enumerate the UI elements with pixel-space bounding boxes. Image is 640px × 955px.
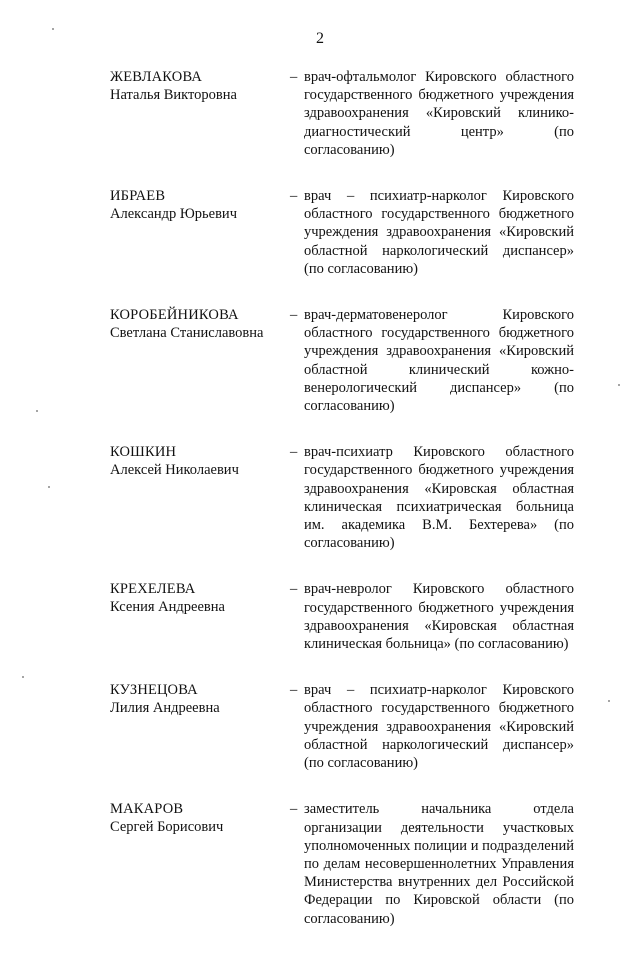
member-given-name: Алексей Николаевич xyxy=(110,462,239,479)
member-position: врач – психиатр-нарколог Кировского областного государственного бюджетного учреждения здравоохранения «Кировский областной наркологический диспансер» (по согласованию) xyxy=(304,188,574,277)
scan-speck xyxy=(618,384,620,386)
scan-speck xyxy=(22,676,24,678)
member-name xyxy=(110,681,290,772)
scan-speck xyxy=(36,410,38,412)
member-surname: КРЕХЕЛЕВА xyxy=(110,581,196,598)
member-name xyxy=(110,580,290,653)
scan-speck xyxy=(52,28,54,30)
member-surname: КОРОБЕЙНИКОВА xyxy=(110,307,239,324)
separator-dash: – xyxy=(290,444,298,461)
member-position: врач-психиатр Кировского областного государственного бюджетного учреждения здравоохранения «Кировская областная клиническая психиатрическая больница им. академика В.М. Бехтерева» (по согласованию) xyxy=(304,444,574,552)
member-name xyxy=(110,443,290,552)
separator-dash: – xyxy=(290,581,298,598)
member-surname: ЖЕВЛАКОВА xyxy=(110,69,203,85)
member-surname: КОШКИН xyxy=(110,444,177,461)
separator-dash: – xyxy=(290,69,298,85)
member-given-name: Наталья Викторовна xyxy=(110,87,237,103)
member-position: врач-офтальмолог Кировского областного государственного бюджетного учреждения здравоохранения «Кировский клинико-диагностический центр» (по согласованию) xyxy=(304,69,574,158)
member-given-name: Ксения Андреевна xyxy=(110,599,225,616)
member-surname: ИБРАЕВ xyxy=(110,188,166,205)
scan-speck xyxy=(608,700,610,702)
member-entry xyxy=(110,443,590,552)
separator-dash: – xyxy=(290,682,298,699)
member-position: врач-дерматовенеролог Кировского областного государственного бюджетного учреждения здравоохранения «Кировский областной клинический кожно-венерологический диспансер» (по согласованию) xyxy=(304,307,574,415)
member-surname: МАКАРОВ xyxy=(110,801,184,818)
member-entry xyxy=(110,681,590,772)
member-name xyxy=(110,68,290,159)
member-name xyxy=(110,800,290,927)
member-entry xyxy=(110,306,590,415)
member-entry xyxy=(110,187,590,278)
member-surname: КУЗНЕЦОВА xyxy=(110,682,198,699)
member-given-name: Лилия Андреевна xyxy=(110,700,220,717)
separator-dash: – xyxy=(290,801,298,818)
member-entry xyxy=(110,580,590,653)
separator-dash: – xyxy=(290,188,298,205)
member-position: врач-невролог Кировского областного государственного бюджетного учреждения здравоохранения «Кировская областная клиническая больница» (по согласованию) xyxy=(304,581,574,653)
member-given-name: Светлана Станиславовна xyxy=(110,325,264,342)
member-position: врач – психиатр-нарколог Кировского областного государственного бюджетного учреждения здравоохранения «Кировский областной наркологический диспансер» (по согласованию) xyxy=(304,682,574,772)
member-given-name: Сергей Борисович xyxy=(110,819,224,836)
scan-speck xyxy=(48,486,50,488)
separator-dash: – xyxy=(290,307,298,324)
member-entry xyxy=(110,800,590,927)
member-name xyxy=(110,306,290,415)
member-list xyxy=(110,68,590,955)
member-name xyxy=(110,187,290,278)
member-given-name: Александр Юрьевич xyxy=(110,206,237,223)
page-number: 2 xyxy=(316,30,324,47)
member-position: заместитель начальника отдела организации деятельности участковых уполномоченных полиции и подразделений по делам несовершеннолетних Управления Министерства внутренних дел Российской Федерации по Кировской области (по согласованию) xyxy=(304,801,574,927)
member-entry xyxy=(110,68,590,159)
